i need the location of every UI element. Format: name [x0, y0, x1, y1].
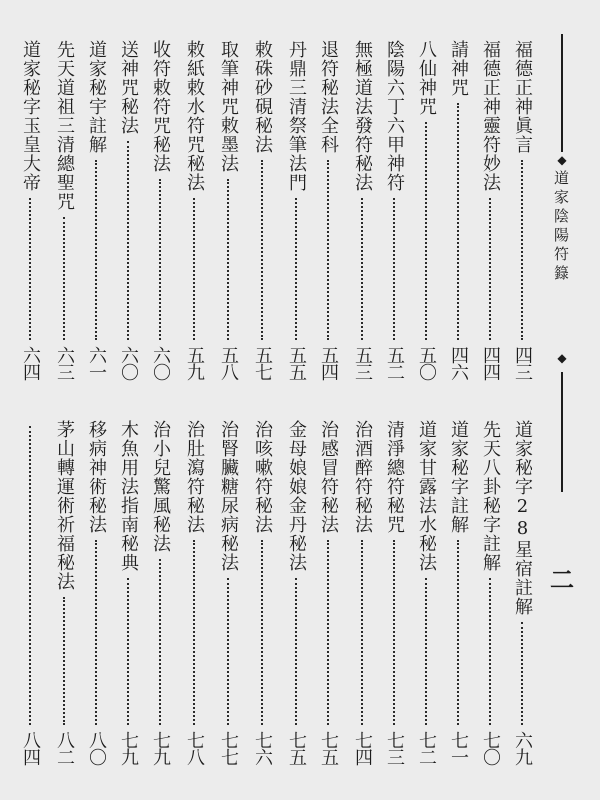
toc-entry-title: 陰陽六丁六甲神符 [384, 40, 405, 192]
toc-entry-title: 清淨總符秘咒 [384, 420, 405, 534]
leader-dots [457, 540, 459, 725]
toc-entry-page: 五二 [384, 346, 405, 380]
toc-entry-page: 七六 [252, 731, 273, 765]
toc-entry-page: 五九 [184, 346, 205, 380]
toc-entry [318, 420, 338, 765]
leader-dots [29, 198, 31, 340]
toc-entry [118, 40, 138, 380]
toc-entry [480, 420, 500, 765]
toc-entry [480, 40, 500, 380]
toc-entry-title: 送神咒秘法 [118, 40, 139, 135]
leader-dots [127, 141, 129, 340]
toc-entry-title: 收符敕符咒秘法 [150, 40, 171, 173]
diamond-icon-top: ◆ [557, 153, 567, 167]
toc-entry-title: 福德正神眞言 [512, 40, 533, 154]
toc-entry-page: 四六 [448, 346, 469, 380]
toc-entry-page: 七七 [218, 731, 239, 765]
toc-entry-page: 五八 [218, 346, 239, 380]
toc-entry-page: 四四 [480, 346, 501, 380]
leader-dots [457, 103, 459, 340]
leader-dots [63, 597, 65, 725]
divider-line-top [561, 34, 563, 152]
toc-entry-title: 木魚用法指南秘典 [118, 420, 139, 572]
toc-entry-page: 七九 [150, 731, 171, 765]
toc-entry [218, 40, 238, 380]
leader-dots [193, 540, 195, 725]
toc-entry-title: 道家秘宇註解 [86, 40, 107, 154]
toc-entry-page: 六〇 [118, 346, 139, 380]
leader-dots [95, 160, 97, 340]
leader-dots [295, 578, 297, 725]
toc-entry-title: 治咳嗽符秘法 [252, 420, 273, 534]
toc-entry [150, 40, 170, 380]
toc-entry-title: 敕硃砂硯秘法 [252, 40, 273, 154]
leader-dots [193, 198, 195, 340]
toc-entry-page: 七一 [448, 731, 469, 765]
toc-entry [20, 40, 40, 380]
leader-dots [95, 540, 97, 725]
leader-dots [159, 179, 161, 340]
toc-entry [416, 40, 436, 380]
leader-dots [127, 578, 129, 725]
toc-entry [352, 420, 372, 765]
toc-entry [252, 420, 272, 765]
leader-dots [227, 578, 229, 725]
toc-entry [352, 40, 372, 380]
toc-entry [448, 420, 468, 765]
leader-dots [327, 540, 329, 725]
toc-entry-page: 六三 [54, 346, 75, 380]
page-number: 二 [550, 565, 574, 594]
leader-dots [261, 160, 263, 340]
leader-dots [521, 160, 523, 340]
leader-dots [159, 559, 161, 725]
leader-dots [393, 540, 395, 725]
toc-entry [286, 420, 306, 765]
toc-entry [384, 420, 404, 765]
toc-entry-title: 移病神術秘法 [86, 420, 107, 534]
toc-entry [448, 40, 468, 380]
toc-entry-page: 七三 [384, 731, 405, 765]
leader-dots [425, 122, 427, 340]
toc-entry-title: 治小兒驚風秘法 [150, 420, 171, 553]
toc-entry [512, 420, 532, 765]
leader-dots [489, 578, 491, 725]
toc-entry-page: 六一 [86, 346, 107, 380]
toc-entry [286, 40, 306, 380]
toc-entry-title: 茅山轉運術祈福秘法 [54, 420, 75, 591]
toc-entry-title: 治腎臟糖尿病秘法 [218, 420, 239, 572]
leader-dots [361, 198, 363, 340]
toc-entry-page: 五〇 [416, 346, 437, 380]
divider-line-bottom [561, 372, 563, 492]
toc-entry-title: 先天道祖三清總聖咒 [54, 40, 75, 211]
toc-entry-title: 先天八卦秘字註解 [480, 420, 501, 572]
toc-entry-page: 五七 [252, 346, 273, 380]
toc-entry-title: 道家甘露法水秘法 [416, 420, 437, 572]
toc-entry-page: 七二 [416, 731, 437, 765]
leader-dots [361, 540, 363, 725]
toc-entry [512, 40, 532, 380]
toc-entry-page: 五三 [352, 346, 373, 380]
book-title: 道家陰陽符籙 [552, 170, 570, 284]
leader-dots [29, 426, 31, 725]
toc-entry [416, 420, 436, 765]
toc-entry-page: 八二 [54, 731, 75, 765]
toc-entry [150, 420, 170, 765]
toc-entry-title: 治感冒符秘法 [318, 420, 339, 534]
toc-entry-page: 七五 [286, 731, 307, 765]
leader-dots [227, 179, 229, 340]
diamond-icon-bottom: ◆ [557, 351, 567, 365]
leader-dots [521, 622, 523, 725]
leader-dots [425, 578, 427, 725]
toc-entry [20, 420, 40, 765]
toc-entry-title: 丹鼎三清祭筆法門 [286, 40, 307, 192]
leader-dots [327, 160, 329, 340]
toc-entry [318, 40, 338, 380]
toc-entry-page: 六九 [512, 731, 533, 765]
toc-entry [86, 40, 106, 380]
toc-entry [54, 420, 74, 765]
leader-dots [63, 217, 65, 340]
toc-entry-title: 福德正神靈符妙法 [480, 40, 501, 192]
toc-entry-page: 六四 [20, 346, 41, 380]
toc-entry-title: 退符秘法全科 [318, 40, 339, 154]
toc-entry-title: 道家秘字註解 [448, 420, 469, 534]
toc-entry-title: 無極道法發符秘法 [352, 40, 373, 192]
book-title-divider [552, 0, 572, 800]
toc-entry [218, 420, 238, 765]
toc-entry-page: 五四 [318, 346, 339, 380]
toc-entry-title: 治酒醉符秘法 [352, 420, 373, 534]
leader-dots [489, 198, 491, 340]
toc-entry-page: 四三 [512, 346, 533, 380]
toc-entry-page: 八四 [20, 731, 41, 765]
leader-dots [295, 198, 297, 340]
toc-entry-title: 請神咒 [448, 40, 469, 97]
toc-entry-title: 八仙神咒 [416, 40, 437, 116]
toc-entry-page: 七〇 [480, 731, 501, 765]
toc-entry-page: 七八 [184, 731, 205, 765]
toc-entry [384, 40, 404, 380]
toc-entry-page: 六〇 [150, 346, 171, 380]
toc-entry-page: 八〇 [86, 731, 107, 765]
toc-entry [118, 420, 138, 765]
toc-entry-page: 七五 [318, 731, 339, 765]
toc-entry-title: 治肚瀉符秘法 [184, 420, 205, 534]
leader-dots [261, 540, 263, 725]
leader-dots [393, 198, 395, 340]
toc-entry-title: 道家秘字28星宿註解 [512, 420, 533, 616]
toc-entry [54, 40, 74, 380]
toc-entry-page: 七九 [118, 731, 139, 765]
toc-entry-page: 七四 [352, 731, 373, 765]
toc-entry-title: 金母娘娘金丹秘法 [286, 420, 307, 572]
toc-entry [184, 420, 204, 765]
toc-entry-title: 敕紙敕水符咒秘法 [184, 40, 205, 192]
toc-entry-title: 道家秘字玉皇大帝 [20, 40, 41, 192]
toc-entry-page: 五五 [286, 346, 307, 380]
toc-entry [86, 420, 106, 765]
toc-entry [184, 40, 204, 380]
toc-entry-title: 取筆神咒敕墨法 [218, 40, 239, 173]
toc-entry [252, 40, 272, 380]
